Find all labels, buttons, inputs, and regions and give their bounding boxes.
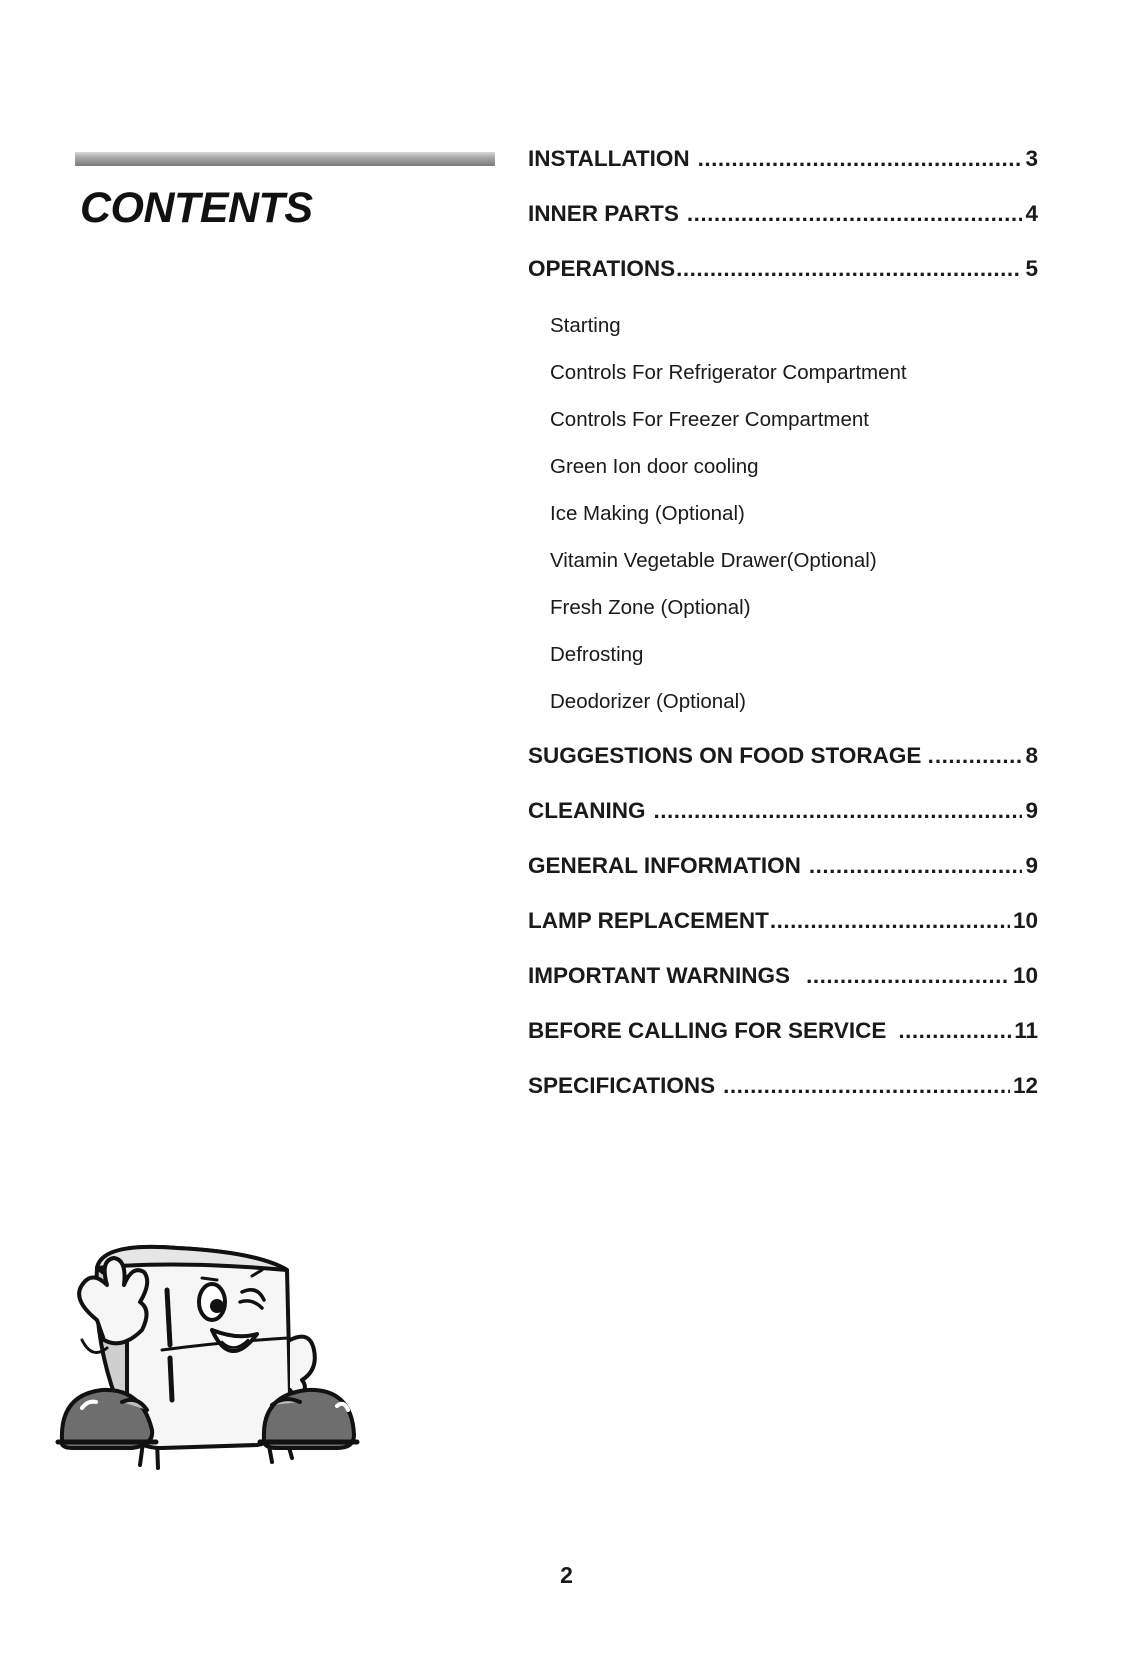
toc-entry-cleaning[interactable] [528,798,1038,824]
toc-entry-page: 3 [1025,146,1038,171]
toc-subitem-starting[interactable]: Starting [550,314,621,337]
dot-leader [687,201,1023,227]
dot-leader [898,1018,1011,1044]
toc-entry-installation[interactable] [528,146,1038,172]
toc-entry-lamp-replacement[interactable] [528,908,1038,934]
toc-entry-general-information[interactable] [528,853,1038,879]
toc-entry-page: 8 [1025,743,1038,768]
page-number: 2 [560,1562,573,1588]
dot-leader [676,256,1022,282]
toc-subitem-defrosting[interactable]: Defrosting [550,643,644,666]
toc-entry-label: GENERAL INFORMATION [528,853,801,878]
toc-entry-before-calling-service[interactable] [528,1018,1038,1044]
toc-entry-label: OPERATIONS [528,256,676,281]
toc-entry-page: 11 [1014,1018,1038,1043]
toc-entry-page: 12 [1012,1073,1038,1098]
toc-subitem-green-ion[interactable]: Green Ion door cooling [550,455,759,478]
toc-subitem-fresh-zone[interactable]: Fresh Zone (Optional) [550,596,751,619]
toc-subitem-vitamin-drawer[interactable]: Vitamin Vegetable Drawer(Optional) [550,549,877,572]
page-title: CONTENTS [80,184,313,232]
toc-entry-food-storage[interactable] [528,743,1038,769]
toc-entry-label: BEFORE CALLING FOR SERVICE [528,1018,887,1043]
toc-entry-label: SPECIFICATIONS [528,1073,716,1098]
refrigerator-mascot-icon [52,1230,382,1505]
toc-entry-label: LAMP REPLACEMENT [528,908,769,933]
toc-entry-important-warnings[interactable] [528,963,1038,989]
toc-subitem-deodorizer[interactable]: Deodorizer (Optional) [550,690,746,713]
dot-leader [770,908,1010,934]
toc-entry-label: IMPORTANT WARNINGS [528,963,791,988]
toc-entry-page: 5 [1025,256,1038,281]
toc-subitem-ice-making[interactable]: Ice Making (Optional) [550,502,745,525]
toc-entry-specifications[interactable] [528,1073,1038,1099]
header-rule [75,152,495,166]
toc-entry-label: INNER PARTS [528,201,679,226]
toc-entry-operations[interactable] [528,256,1038,282]
toc-subitem-freezer-controls[interactable]: Controls For Freezer Compartment [550,408,869,431]
dot-leader [809,853,1023,879]
dot-leader [698,146,1023,172]
toc-entry-page: 9 [1025,798,1038,823]
toc-subitem-refrigerator-controls[interactable]: Controls For Refrigerator Compartment [550,361,907,384]
dot-leader [654,798,1023,824]
toc-entry-label: SUGGESTIONS ON FOOD STORAGE . [528,743,934,768]
dot-leader [935,743,1023,769]
dot-leader [806,963,1010,989]
toc-entry-page: 9 [1025,853,1038,878]
toc-entry-label: CLEANING [528,798,646,823]
toc-entry-page: 10 [1012,963,1038,988]
toc-entry-inner-parts[interactable] [528,201,1038,227]
toc-entry-page: 4 [1025,201,1038,226]
toc-entry-label: INSTALLATION [528,146,690,171]
toc-entry-page: 10 [1012,908,1038,933]
dot-leader [723,1073,1010,1099]
